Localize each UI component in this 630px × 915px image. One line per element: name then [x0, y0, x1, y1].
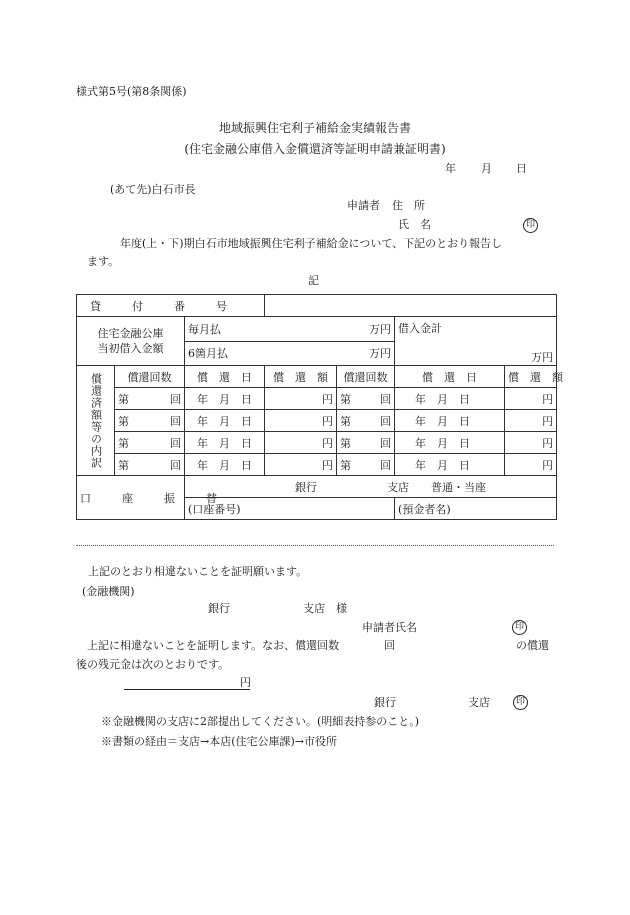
amount-yen: 円	[240, 676, 251, 689]
table-row	[77, 454, 557, 476]
institution-label: (金融機関)	[82, 585, 135, 598]
total-loan-field[interactable]: 借入金計 万円	[395, 317, 557, 366]
note-2: ※書類の経由＝支店→本店(住宅公庫課)→市役所	[101, 735, 338, 748]
count-field[interactable]: 第 回	[115, 432, 185, 454]
cert-line-2: 後の残元金は次のとおりです。	[76, 658, 230, 671]
amount-field-2[interactable]: 円	[505, 454, 557, 476]
table-row	[77, 410, 557, 432]
col-date-header: 償 還 日	[185, 366, 265, 388]
col-count-header-2: 償還回数	[337, 366, 395, 388]
count-field-2[interactable]: 第 回	[337, 410, 395, 432]
ki-heading: 記	[308, 274, 319, 287]
date-year: 年	[445, 162, 456, 175]
cut-line	[76, 545, 554, 546]
table-row	[77, 432, 557, 454]
date-field[interactable]: 年 月 日	[185, 454, 265, 476]
amount-field-2[interactable]: 円	[505, 410, 557, 432]
amount-field-2[interactable]: 円	[505, 432, 557, 454]
amount-field[interactable]: 円	[265, 388, 337, 410]
form-number: 様式第5号(第8条関係)	[76, 85, 187, 98]
amount-underline	[124, 689, 250, 690]
footer-bank-label: 銀行	[374, 696, 396, 709]
table-row	[77, 388, 557, 410]
address-label: 住 所	[392, 199, 425, 212]
col-amount-header-2: 償 還 額	[505, 366, 557, 388]
count-field-2[interactable]: 第 回	[337, 454, 395, 476]
count-field[interactable]: 第 回	[115, 454, 185, 476]
date-month: 月	[481, 162, 492, 175]
initial-loan-label: 住宅金融公庫 当初借入金額	[77, 317, 185, 366]
count-field[interactable]: 第 回	[115, 388, 185, 410]
col-count-header: 償還回数	[115, 366, 185, 388]
date-field-2[interactable]: 年 月 日	[395, 410, 505, 432]
count-field-2[interactable]: 第 回	[337, 388, 395, 410]
bank-branch-field[interactable]: 銀行 支店 普通・当座	[185, 476, 557, 498]
date-field[interactable]: 年 月 日	[185, 388, 265, 410]
amount-field[interactable]: 円	[265, 410, 337, 432]
count-field[interactable]: 第 回	[115, 410, 185, 432]
amount-field-2[interactable]: 円	[505, 388, 557, 410]
date-day: 日	[516, 162, 527, 175]
initial-loan-row-1	[77, 317, 557, 342]
bank-label: 銀行	[208, 602, 230, 615]
report-table	[76, 294, 564, 520]
account-number-field[interactable]: (口座番号)	[185, 498, 395, 520]
cert-text-a: 上記に相違ないことを証明します。なお、償還回数	[87, 639, 340, 652]
footer-branch-label: 支店	[468, 696, 490, 709]
applicant-name-label: 申請者氏名	[362, 621, 417, 634]
cert-text-b: の償還	[516, 639, 549, 652]
branch-sama-label: 支店 様	[303, 602, 347, 615]
date-field[interactable]: 年 月 日	[185, 432, 265, 454]
breakdown-label: 償還済額等の内訳	[77, 366, 115, 476]
intro-line-1: 年度(上・下)期白石市地域振興住宅利子補給金について、下記のとおり報告し	[120, 237, 503, 250]
col-amount-header: 償 還 額	[265, 366, 337, 388]
seal-mark: 印	[523, 218, 538, 233]
account-transfer-label: 口 座 振 替	[77, 476, 185, 520]
account-row-1	[77, 476, 557, 498]
breakdown-header-row	[77, 366, 557, 388]
cert-kai: 回	[384, 639, 395, 652]
date-field-2[interactable]: 年 月 日	[395, 454, 505, 476]
name-label: 氏 名	[398, 218, 431, 231]
semiannual-payment-field[interactable]: 6箇月払 万円	[185, 341, 395, 366]
loan-number-label: 貸 付 番 号	[77, 295, 265, 317]
addressee: (あて先)白石市長	[110, 183, 196, 196]
monthly-payment-field[interactable]: 毎月払 万円	[185, 317, 395, 342]
applicant-label: 申請者	[347, 199, 380, 212]
seal-mark-2: 印	[512, 620, 527, 635]
loan-number-row	[77, 295, 557, 317]
date-field[interactable]: 年 月 日	[185, 410, 265, 432]
account-holder-field[interactable]: (預金者名)	[395, 498, 557, 520]
seal-mark-3: 印	[513, 695, 528, 710]
document-title: 地域振興住宅利子補給金実績報告書	[218, 121, 411, 135]
amount-field[interactable]: 円	[265, 454, 337, 476]
amount-field[interactable]: 円	[265, 432, 337, 454]
date-field-2[interactable]: 年 月 日	[395, 432, 505, 454]
document-subtitle: (住宅金融公庫借入金償還済等証明申請兼証明書)	[184, 142, 446, 156]
cert-request: 上記のとおり相違ないことを証明願います。	[88, 565, 308, 578]
intro-line-2: ます。	[87, 255, 120, 268]
count-field-2[interactable]: 第 回	[337, 432, 395, 454]
col-date-header-2: 償 還 日	[395, 366, 505, 388]
loan-number-field[interactable]	[265, 295, 557, 317]
date-field-2[interactable]: 年 月 日	[395, 388, 505, 410]
note-1: ※金融機関の支店に2部提出してください。(明細表持参のこと。)	[101, 715, 420, 728]
